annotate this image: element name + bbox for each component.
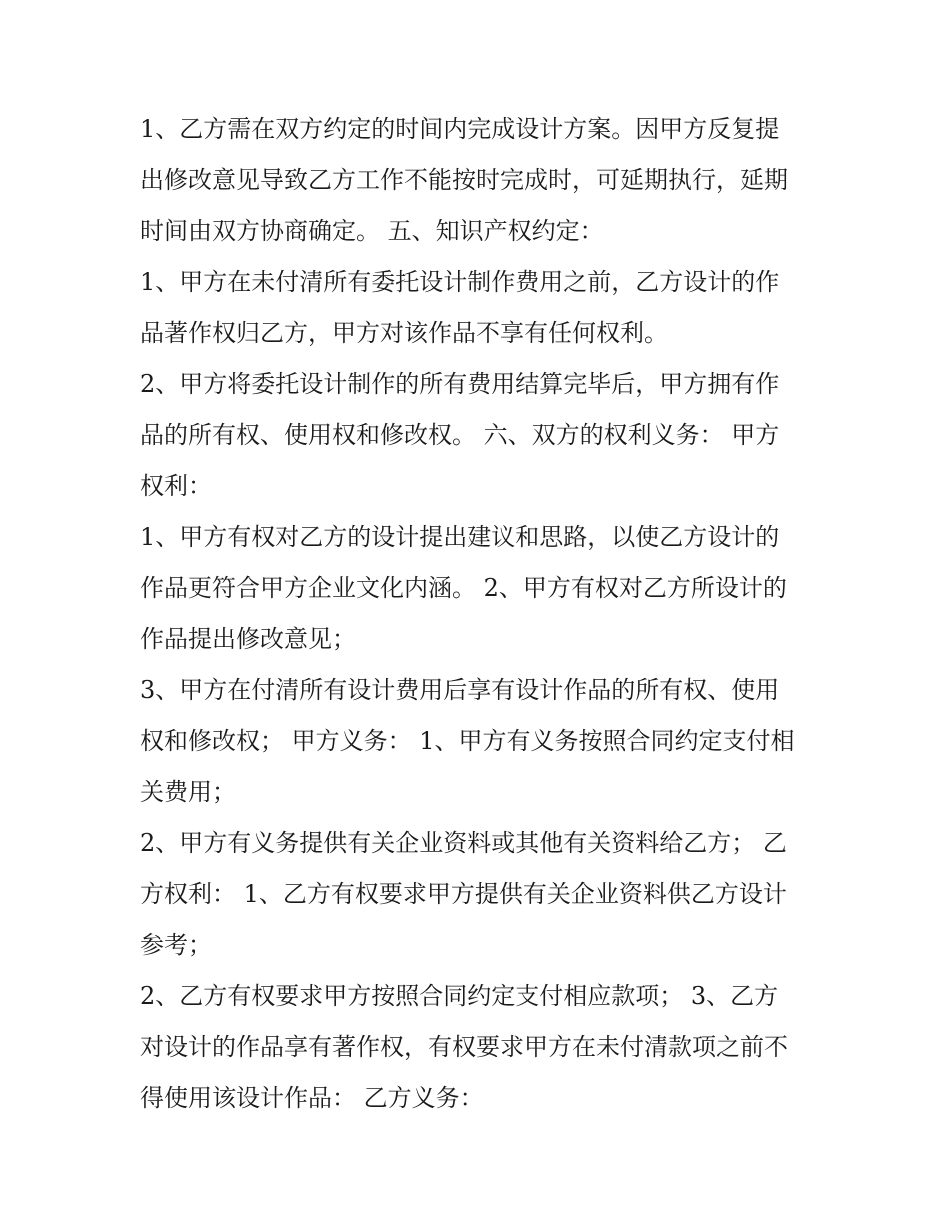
text-line: 1、甲方在未付清所有委托设计制作费用之前，乙方设计的作 <box>140 268 780 296</box>
paragraph-5 <box>140 665 820 818</box>
text-line: 品著作权归乙方，甲方对该作品不享有任何权利。 <box>140 319 668 347</box>
text-line: 时间由双方协商确定。 五、知识产权约定： <box>140 217 604 245</box>
text-line: 作品更符合甲方企业文化内涵。 2、甲方有权对乙方所设计的 <box>140 574 787 602</box>
paragraph-6 <box>140 818 820 971</box>
document-body <box>140 104 820 1124</box>
text-line: 参考； <box>140 931 212 959</box>
text-line: 得使用该设计作品： 乙方义务： <box>140 1084 484 1112</box>
text-line: 1、乙方需在双方约定的时间内完成设计方案。因甲方反复提 <box>140 115 780 143</box>
text-line: 3、甲方在付清所有设计费用后享有设计作品的所有权、使用 <box>140 676 780 704</box>
text-line: 出修改意见导致乙方工作不能按时完成时，可延期执行，延期 <box>140 166 788 194</box>
text-line: 权和修改权； 甲方义务： 1、甲方有义务按照合同约定支付相 <box>140 727 795 755</box>
text-line: 2、乙方有权要求甲方按照合同约定支付相应款项； 3、乙方 <box>140 982 779 1010</box>
text-line: 2、甲方有义务提供有关企业资料或其他有关资料给乙方； 乙 <box>140 829 787 857</box>
paragraph-7 <box>140 971 820 1124</box>
text-line: 对设计的作品享有著作权，有权要求甲方在未付清款项之前不 <box>140 1033 788 1061</box>
paragraph-4 <box>140 512 820 665</box>
paragraph-1 <box>140 104 820 257</box>
paragraph-2 <box>140 257 820 359</box>
text-line: 关费用； <box>140 778 236 806</box>
text-line: 方权利： 1、乙方有权要求甲方提供有关企业资料供乙方设计 <box>140 880 787 908</box>
text-line: 1、甲方有权对乙方的设计提出建议和思路，以使乙方设计的 <box>140 523 780 551</box>
text-line: 权利： <box>140 472 212 500</box>
text-line: 品的所有权、使用权和修改权。 六、双方的权利义务： 甲方 <box>140 421 780 449</box>
paragraph-3 <box>140 359 820 512</box>
text-line: 作品提出修改意见； <box>140 625 356 653</box>
text-line: 2、甲方将委托设计制作的所有费用结算完毕后，甲方拥有作 <box>140 370 780 398</box>
